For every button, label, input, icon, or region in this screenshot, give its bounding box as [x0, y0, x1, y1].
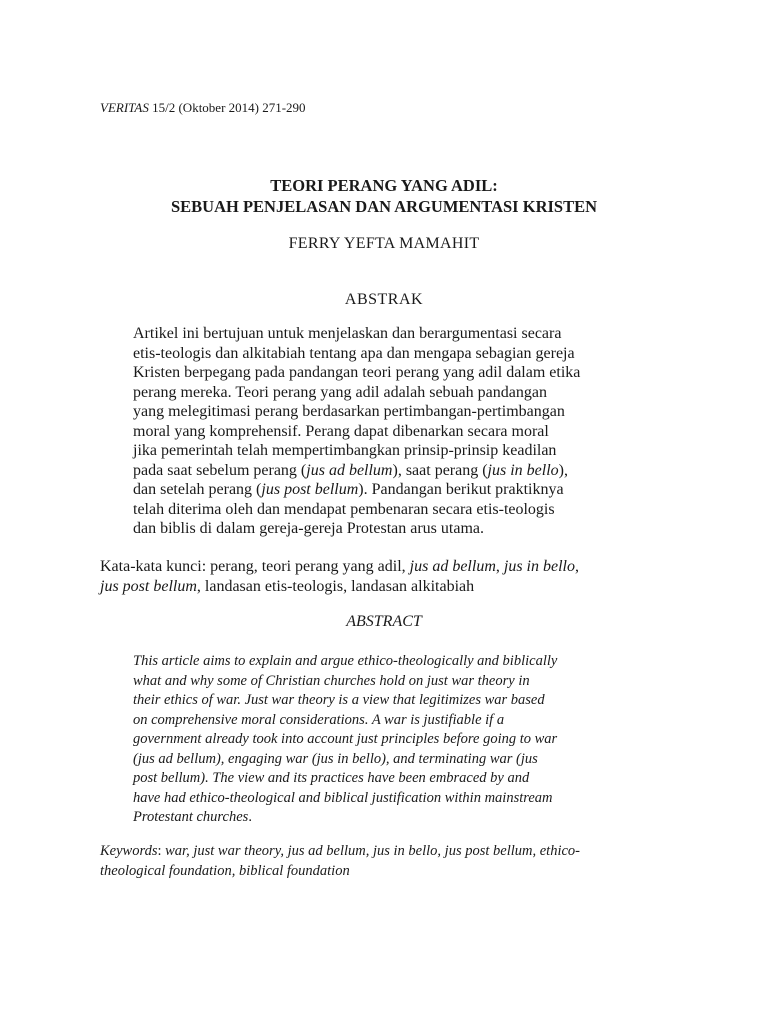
abstrak-line: jika pemerintah telah mempertimbangkan prinsip-prinsip keadilan [133, 442, 557, 459]
abstract-line [133, 808, 633, 828]
abstract-text: Protestant churches [133, 809, 249, 825]
article-title-line-2: SEBUAH PENJELASAN DAN ARGUMENTASI KRISTEN [170, 197, 598, 216]
article-title-line-1: TEORI PERANG YANG ADIL: [270, 176, 498, 195]
kata-kunci-latin-term: jus post bellum [100, 577, 197, 595]
abstrak-latin-term: jus post bellum [261, 481, 359, 498]
abstract-line: on comprehensive moral considerations. A war is justifiable if a [133, 711, 505, 728]
abstrak-text: ). Pandangan berikut praktiknya [358, 481, 564, 498]
abstrak-text: ), [558, 461, 568, 479]
kata-kunci-latin-term: jus in bello [503, 558, 575, 575]
abstract-body [133, 652, 633, 828]
abstrak-line: moral yang komprehensif. Perang dapat dibenarkan secara moral [133, 422, 549, 440]
abstrak-latin-term: jus in bello [487, 461, 559, 479]
journal-issue: 15/2 (Oktober 2014) 271-290 [148, 100, 306, 115]
abstrak-text: pada saat sebelum perang ( [133, 461, 307, 479]
kata-kunci-text: , landasan etis-teologis, landasan alkitabiah [196, 577, 475, 595]
abstrak-line: yang melegitimasi perang berdasarkan pertimbangan-pertimbangan [133, 403, 565, 420]
abstrak-latin-term: jus ad bellum [306, 461, 393, 479]
kata-kunci-latin-term: jus ad bellum [409, 558, 496, 575]
abstrak-line: dan biblis di dalam gereja-gereja Protestan arus utama. [133, 520, 484, 537]
keywords-line [100, 842, 700, 862]
abstract-line: government already took into account just principles before going to war [133, 731, 558, 747]
kata-kunci-text: Kata-kata kunci: perang, teori perang yang adil, [100, 558, 410, 575]
abstrak-body [133, 324, 633, 539]
journal-reference [100, 100, 306, 116]
abstrak-text: dan setelah perang ( [133, 481, 262, 498]
abstract-line: post bellum). The view and its practices have been embraced by and [133, 770, 530, 786]
keywords-text: war, just war theory, jus ad bellum, jus in bello, jus post bellum, ethico- [165, 843, 580, 859]
keywords-line: theological foundation, biblical foundation [100, 862, 350, 879]
journal-name: VERITAS [100, 100, 149, 115]
abstract-line: what and why some of Christian churches hold on just war theory in [133, 672, 530, 689]
kata-kunci-text: , [574, 558, 579, 575]
kata-kunci-text: , [495, 558, 504, 575]
kata-kunci-line [100, 577, 700, 597]
author-name: FERRY YEFTA MAMAHIT [288, 235, 480, 252]
kata-kunci [100, 557, 700, 596]
abstrak-line: Artikel ini bertujuan untuk menjelaskan dan berargumentasi secara [133, 325, 562, 342]
abstract-period: . [248, 809, 252, 825]
abstrak-line: telah diterima oleh dan mendapat pembenaran secara etis-teologis [133, 500, 555, 518]
abstrak-line: Kristen berpegang pada pandangan teori perang yang adil dalam etika [133, 364, 581, 381]
keywords [100, 842, 700, 881]
abstrak-line: perang mereka. Teori perang yang adil adalah sebuah pandangan [133, 383, 547, 401]
abstract-line: This article aims to explain and argue ethico-theologically and biblically [133, 653, 558, 669]
abstrak-heading: ABSTRAK [344, 291, 424, 308]
keywords-label: Keywords [100, 843, 158, 859]
abstrak-line: etis-teologis dan alkitabiah tentang apa dan mengapa sebagian gereja [133, 344, 575, 362]
abstract-line: (jus ad bellum), engaging war (jus in bello), and terminating war (jus [133, 750, 538, 767]
abstract-line: have had ethico-theological and biblical justification within mainstream [133, 789, 553, 806]
abstract-line: their ethics of war. Just war theory is a view that legitimizes war based [133, 692, 545, 708]
abstrak-text: ), saat perang ( [392, 461, 488, 479]
abstrak-line [133, 480, 633, 500]
kata-kunci-line [100, 557, 700, 577]
abstrak-line [133, 461, 633, 481]
keywords-separator: : [157, 843, 166, 859]
abstract-heading: ABSTRACT [346, 613, 422, 630]
